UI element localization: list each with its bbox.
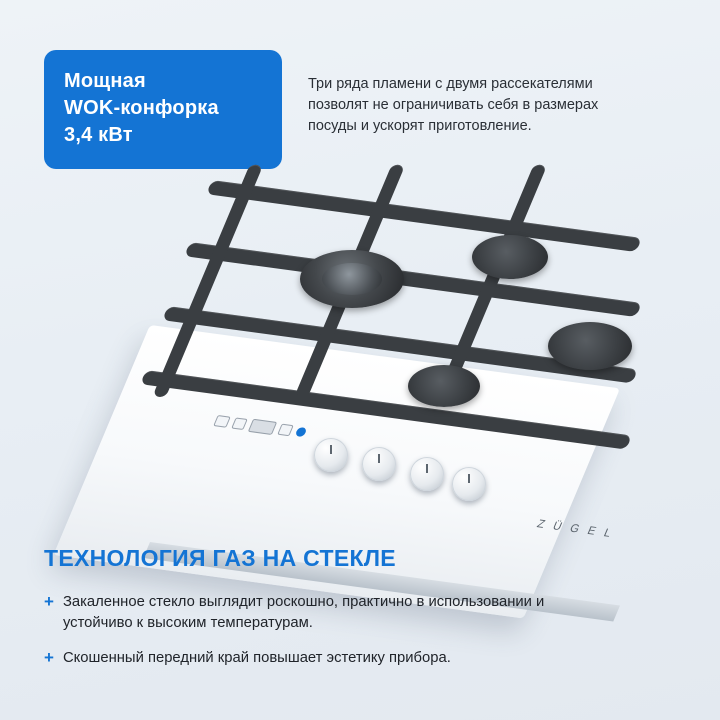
knob-3[interactable] <box>410 457 444 491</box>
knob-4[interactable] <box>452 467 486 501</box>
minus-key-icon[interactable] <box>231 417 248 430</box>
list-item-text: Закаленное стекло выглядит роскошно, практично в использовании и устойчиво к высоким температурам. <box>62 594 545 631</box>
benefit-list <box>44 592 604 683</box>
front-right-burner <box>548 322 632 370</box>
badge-line-1: Мощная <box>64 70 146 92</box>
grate-bar-2 <box>184 242 642 317</box>
timer-key-icon[interactable] <box>213 415 230 428</box>
plus-icon: + <box>44 648 54 667</box>
list-item-text: Скошенный передний край повышает эстетику прибора. <box>62 650 451 666</box>
grate-bar-1 <box>206 180 642 252</box>
list-item <box>44 592 604 634</box>
product-photo <box>0 150 720 610</box>
wok-burner <box>300 250 404 308</box>
feature-description: Три ряда пламени с двумя рассекателями позволят не ограничивать себя в размерах посуды и ускорят приготовление. <box>308 76 599 134</box>
knob-2[interactable] <box>362 447 396 481</box>
brand-logo: Z Ü G E L <box>534 518 616 541</box>
rear-right-burner <box>472 235 548 279</box>
badge-line-3: 3,4 кВт <box>64 124 133 146</box>
timer-display <box>248 418 277 434</box>
knob-1[interactable] <box>314 438 348 472</box>
list-item <box>44 648 604 669</box>
plus-key-icon[interactable] <box>277 423 294 436</box>
front-center-burner <box>408 365 480 407</box>
plus-icon: + <box>44 592 54 611</box>
badge-line-2: WOK-конфорка <box>64 97 219 119</box>
section-headline: ТЕХНОЛОГИЯ ГАЗ НА СТЕКЛЕ <box>44 545 396 571</box>
